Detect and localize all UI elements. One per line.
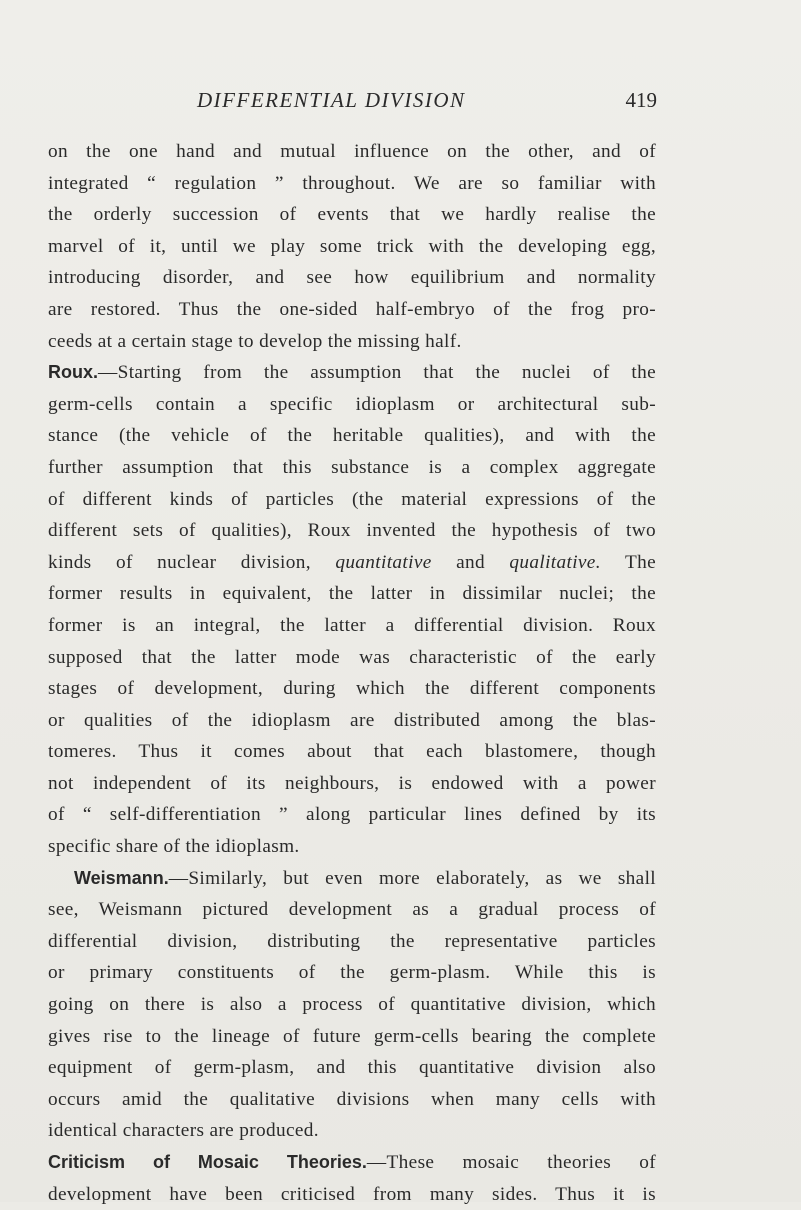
text-line: introducing disorder, and see how equilibrium and normality — [48, 267, 656, 289]
text-line: former is an integral, the latter a differential division. Roux — [48, 614, 656, 636]
text-segment: —Similarly, but even more elaborately, as we shall — [168, 867, 656, 889]
body-text — [48, 136, 656, 1210]
text-line: supposed that the latter mode was characteristic of the early — [48, 646, 656, 668]
text-line: equipment of germ-plasm, and this quantitative division also — [48, 1057, 656, 1079]
text-line: not independent of its neighbours, is endowed with a power — [48, 772, 656, 794]
text-line: specific share of the idioplasm. — [48, 836, 300, 858]
section-heading-weismann: Weismann. — [74, 867, 169, 888]
text-line — [48, 863, 656, 895]
text-line: see, Weismann pictured development as a gradual process of — [48, 899, 656, 921]
text-line: the orderly succession of events that we hardly realise the — [48, 204, 656, 226]
text-line: stages of development, during which the different components — [48, 678, 656, 700]
text-line: occurs amid the qualitative divisions when many cells with — [48, 1088, 656, 1110]
text-line: germ-cells contain a specific idioplasm or architectural sub- — [48, 393, 656, 415]
text-line — [48, 547, 656, 579]
section-heading-criticism: Criticism of Mosaic Theories. — [48, 1152, 367, 1172]
text-line — [48, 357, 656, 389]
text-line: going on there is also a process of quantitative division, which — [48, 994, 656, 1016]
text-line: integrated “ regulation ” throughout. We are so familiar with — [48, 172, 656, 194]
text-line: identical characters are produced. — [48, 1120, 319, 1142]
text-line: former results in equivalent, the latter in dissimilar nuclei; the — [48, 583, 656, 605]
text-line: of “ self-differentiation ” along particular lines defined by its — [48, 804, 656, 826]
text-line: tomeres. Thus it comes about that each blastomere, though — [48, 741, 656, 763]
text-line: further assumption that this substance is a complex aggregate — [48, 456, 656, 478]
italic-term: qualitative. — [509, 551, 601, 573]
text-line: differential division, distributing the representative particles — [48, 930, 656, 952]
text-line: on the one hand and mutual influence on the other, and of — [48, 141, 656, 162]
text-segment: —Starting from the assumption that the nuclei of the — [98, 362, 656, 384]
text-line — [48, 1147, 656, 1179]
page-number: 419 — [625, 88, 657, 112]
text-line: or primary constituents of the germ-plasm. While this is — [48, 962, 656, 984]
text-line: are restored. Thus the one-sided half-embryo of the frog pro- — [48, 298, 656, 320]
text-segment: The — [600, 551, 656, 573]
text-line: different sets of qualities), Roux invented the hypothesis of two — [48, 520, 656, 542]
text-line: or qualities of the idioplasm are distributed among the blas- — [48, 709, 656, 731]
text-line: gives rise to the lineage of future germ-cells bearing the complete — [48, 1025, 656, 1047]
italic-term: quantitative — [335, 551, 432, 573]
chapter-title: DIFFERENTIAL DIVISION — [197, 88, 466, 112]
text-line: ceeds at a certain stage to develop the missing half. — [48, 330, 462, 352]
text-segment: kinds of nuclear division, — [48, 551, 311, 573]
text-line: of different kinds of particles (the material expressions of the — [48, 488, 656, 510]
text-segment: and — [431, 551, 510, 573]
text-line: stance (the vehicle of the heritable qualities), and with the — [48, 425, 656, 447]
running-head — [197, 88, 657, 118]
section-heading-roux: Roux. — [48, 362, 99, 383]
text-line: marvel of it, until we play some trick with the developing egg, — [48, 235, 656, 257]
text-segment: —These mosaic theories of — [366, 1152, 656, 1173]
text-line: development have been criticised from many sides. Thus it is — [48, 1183, 656, 1205]
